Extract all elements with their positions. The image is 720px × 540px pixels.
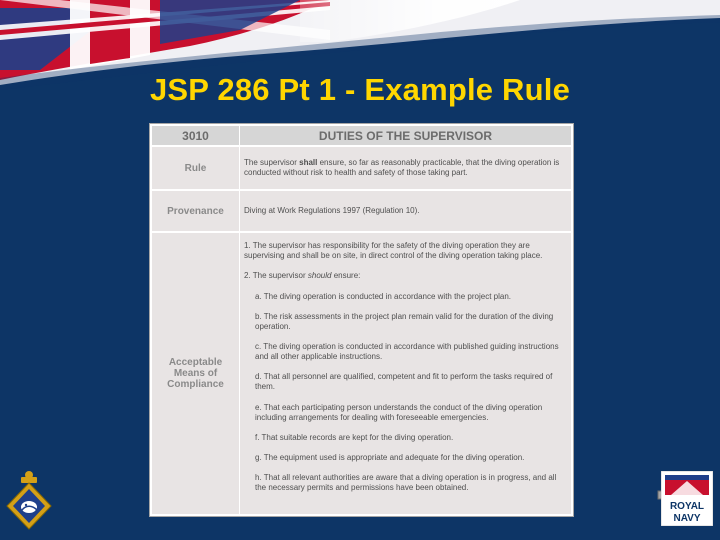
royal-navy-logo-line-1: ROYAL [669,501,705,512]
compliance-paragraph-2 [244,271,567,281]
acceptable-means-label [152,233,240,514]
rule-text-end: ensure, so far as reasonably practicable, that the diving operation is conducted without risk to health and safety of those taking part. [244,158,560,177]
acceptable-means-content [240,233,571,514]
compliance-item-d: d. That all personnel are qualified, competent and fit to perform the tasks required of them. [255,372,553,391]
rule-text-emphasis: shall [299,158,318,167]
compliance-item-h: h. That all relevant authorities are aware that a diving operation is in progress, and all the necessary permits and permissions have been obtained. [255,473,557,492]
compliance-item-g: g. The equipment used is appropriate and adequate for the diving operation. [255,453,525,462]
compliance-item-e: e. That each participating person understands the conduct of the diving operation including arrangements for dealing with foreseeable emergencies. [255,403,543,422]
compliance-item-c: c. The diving operation is conducted in accordance with published guiding instructions and all other applicable instructions. [255,342,559,361]
ref-number-cell: 3010 [152,126,240,145]
table-heading-cell: DUTIES OF THE SUPERVISOR [240,126,571,145]
provenance-label: Provenance [152,191,240,231]
acceptable-means-label-line-3: Compliance [167,379,224,390]
compliance-paragraph-1: 1. The supervisor has responsibility for the safety of the diving operation they are supervising and shall be on site, in direct control of the diving operation taking place. [244,241,543,260]
provenance-text: Diving at Work Regulations 1997 (Regulation 10). [240,191,571,231]
royal-navy-logo-graphic [661,471,713,526]
slide-title: JSP 286 Pt 1 - Example Rule [149,72,571,107]
rule-label: Rule [152,147,240,189]
naval-crest-icon [4,469,54,531]
paragraph-2-emphasis: should [307,271,332,280]
compliance-item-b: b. The risk assessments in the project plan remain valid for the duration of the diving operation. [255,312,554,331]
paragraph-2-start: 2. The supervisor [244,271,308,280]
rule-table [152,126,571,514]
acceptable-means-label-line-2: Means of [173,368,218,379]
compliance-item-a: a. The diving operation is conducted in accordance with the project plan. [255,292,512,301]
rule-text-start: The supervisor [244,158,300,167]
paragraph-2-end: ensure: [331,271,361,280]
rule-table-image [149,123,574,517]
royal-navy-logo [661,471,713,526]
compliance-item-f: f. That suitable records are kept for the diving operation. [255,433,454,442]
rule-text [240,147,571,189]
royal-navy-logo-line-2: NAVY [673,513,701,524]
acceptable-means-label-line-1: Acceptable [168,357,223,368]
